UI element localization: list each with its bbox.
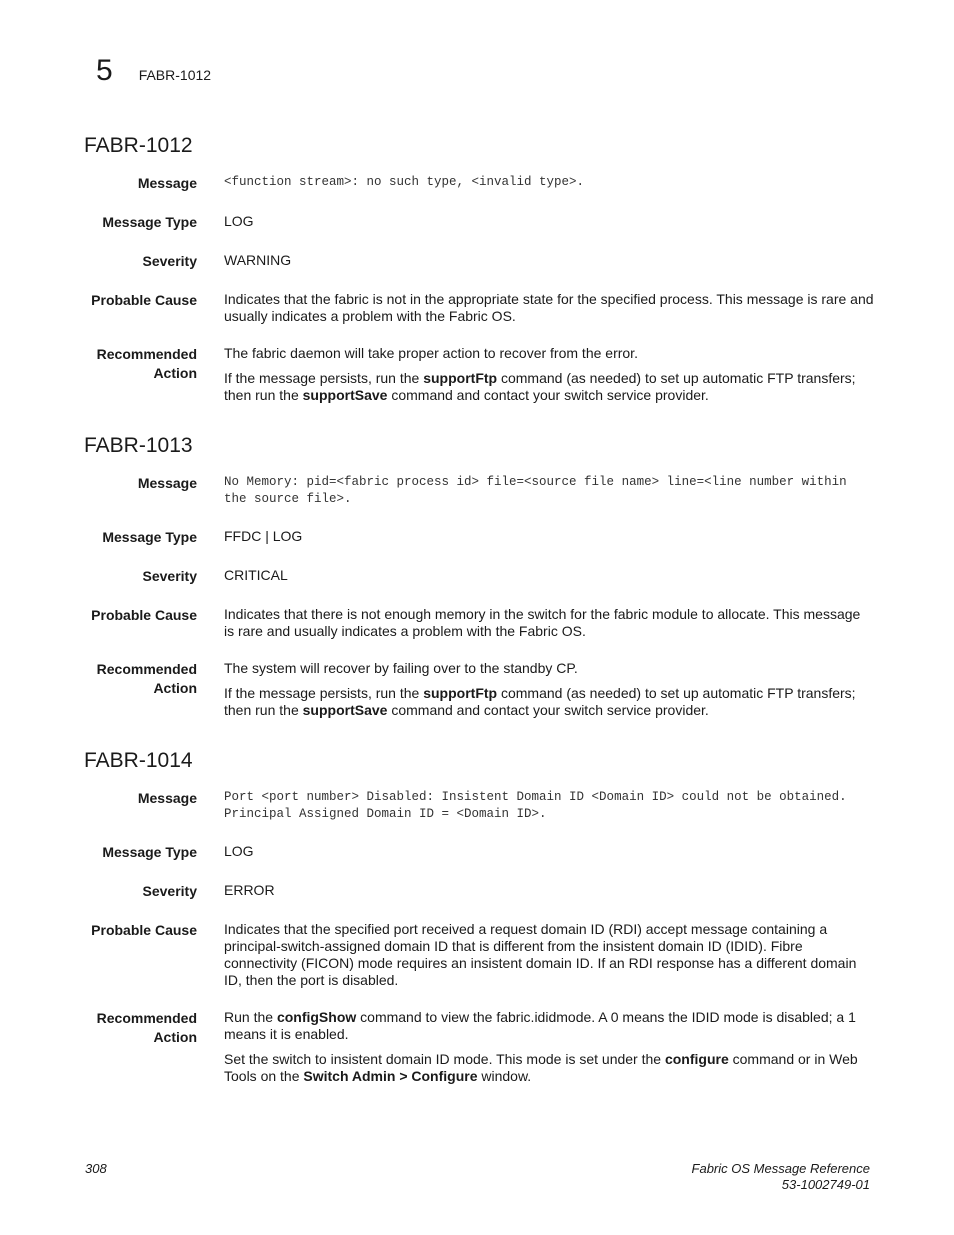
message-value: No Memory: pid=<fabric process id> file=<source file name> line=<line number within the source file>. <box>224 475 847 506</box>
recommended-label-line1: Recommended <box>96 346 197 362</box>
command-name: configure <box>664 1051 729 1067</box>
message-row <box>84 174 874 193</box>
action-paragraph: The fabric daemon will take proper action to recover from the error. <box>224 345 638 361</box>
command-name: supportSave <box>302 702 388 718</box>
probable-cause-label: Probable Cause <box>91 922 197 938</box>
message-row <box>84 789 874 823</box>
severity-row <box>84 252 874 271</box>
recommended-label-line1: Recommended <box>96 1010 197 1026</box>
section-fabr-1012 <box>84 134 874 424</box>
severity-row <box>84 882 874 901</box>
message-type-value: FFDC | LOG <box>224 528 303 544</box>
page-header <box>96 54 211 88</box>
severity-label: Severity <box>142 253 197 269</box>
message-value: <function stream>: no such type, <invalid type>. <box>224 175 585 189</box>
severity-value: ERROR <box>224 882 275 898</box>
message-row <box>84 474 874 508</box>
recommended-action-value <box>224 345 874 404</box>
doc-title: Fabric OS Message Reference <box>691 1161 870 1176</box>
command-name: configShow <box>276 1009 357 1025</box>
chapter-number: 5 <box>96 54 113 87</box>
running-head: FABR-1012 <box>138 67 212 83</box>
message-type-row <box>84 843 874 862</box>
recommended-action-value <box>224 660 874 719</box>
page-number: 308 <box>85 1161 107 1176</box>
message-type-row <box>84 528 874 547</box>
message-type-value: LOG <box>224 213 254 229</box>
message-type-label: Message Type <box>102 844 197 860</box>
recommended-label-line1: Recommended <box>96 661 197 677</box>
probable-cause-label: Probable Cause <box>91 607 197 623</box>
severity-label: Severity <box>142 883 197 899</box>
action-paragraph: Run the configShow command to view the fabric.ididmode. A 0 means the IDID mode is disabled; a 1 means it is enabled. <box>224 1009 856 1042</box>
recommended-action-label <box>84 1009 197 1085</box>
severity-label: Severity <box>142 568 197 584</box>
message-type-row <box>84 213 874 232</box>
command-name: supportSave <box>302 387 388 403</box>
section-title: FABR-1013 <box>84 434 193 457</box>
footer-doc-info <box>692 1161 870 1193</box>
action-paragraph: The system will recover by failing over to the standby CP. <box>224 660 578 676</box>
probable-cause-label: Probable Cause <box>91 292 197 308</box>
probable-cause-row <box>84 921 874 989</box>
message-label: Message <box>137 175 197 191</box>
recommended-action-label <box>84 345 197 404</box>
probable-cause-row <box>84 291 874 325</box>
action-paragraph: If the message persists, run the supportFtp command (as needed) to set up automatic FTP transfers; then run the supportSave command and contact your switch service provider. <box>224 370 856 403</box>
section-fabr-1013 <box>84 434 874 739</box>
message-type-value: LOG <box>224 843 254 859</box>
section-title: FABR-1014 <box>84 749 193 772</box>
command-name: supportFtp <box>423 685 498 701</box>
message-label: Message <box>137 475 197 491</box>
recommended-label-line2: Action <box>153 680 197 696</box>
menu-path: Switch Admin > Configure <box>303 1068 478 1084</box>
recommended-action-row <box>84 660 874 719</box>
probable-cause-row <box>84 606 874 640</box>
action-paragraph: If the message persists, run the supportFtp command (as needed) to set up automatic FTP transfers; then run the supportSave command and contact your switch service provider. <box>224 685 856 718</box>
action-paragraph: Set the switch to insistent domain ID mode. This mode is set under the configure command or in Web Tools on the Switch Admin > Configure window. <box>224 1051 858 1084</box>
message-value: Port <port number> Disabled: Insistent Domain ID <Domain ID> could not be obtained. Principal Assigned Domain ID = <Domain ID>. <box>224 790 847 821</box>
recommended-action-row <box>84 345 874 404</box>
recommended-action-row <box>84 1009 874 1085</box>
section-fabr-1014 <box>84 749 874 1105</box>
message-label: Message <box>137 790 197 806</box>
command-name: supportFtp <box>423 370 498 386</box>
recommended-label-line2: Action <box>153 365 197 381</box>
probable-cause-value: Indicates that there is not enough memory in the switch for the fabric module to allocate. This message is rare and usually indicates a problem with the Fabric OS. <box>224 606 861 639</box>
severity-value: CRITICAL <box>224 567 288 583</box>
probable-cause-value: Indicates that the fabric is not in the appropriate state for the specified process. This message is rare and usually indicates a problem with the Fabric OS. <box>224 291 874 324</box>
recommended-action-value <box>224 1009 874 1085</box>
severity-row <box>84 567 874 586</box>
recommended-action-label <box>84 660 197 719</box>
section-title: FABR-1012 <box>84 134 193 157</box>
recommended-label-line2: Action <box>153 1029 197 1045</box>
message-type-label: Message Type <box>102 529 197 545</box>
doc-number: 53-1002749-01 <box>781 1177 870 1192</box>
probable-cause-value: Indicates that the specified port received a request domain ID (RDI) accept message containing a principal-switch-assigned domain ID that is different from the insistent domain ID (IDID). Fibre connectivity (FICON) mode requires an insistent domain ID. If an RDI response has a different domain ID, then the port is disabled. <box>224 921 857 988</box>
severity-value: WARNING <box>224 252 292 268</box>
message-type-label: Message Type <box>102 214 197 230</box>
